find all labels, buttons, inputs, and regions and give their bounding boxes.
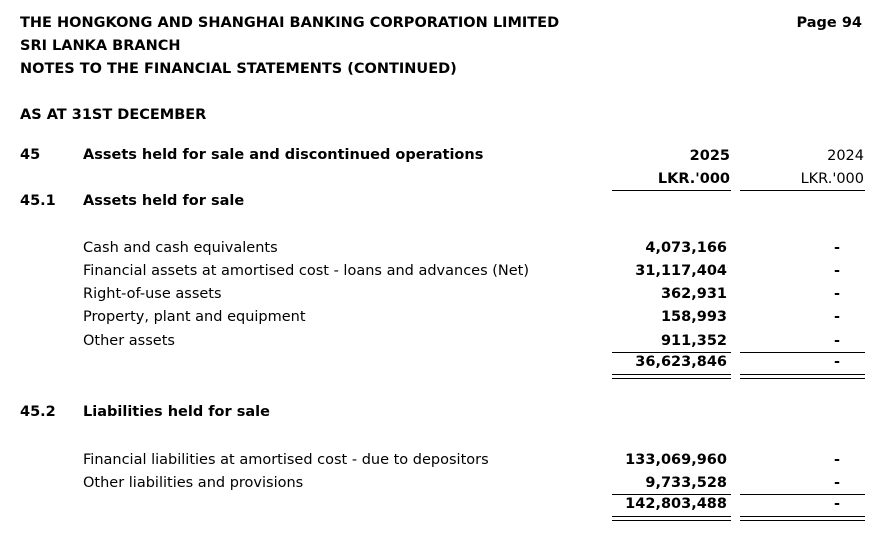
assets-total-2025: 36,623,846 [635,354,727,370]
col-2025-unit: LKR.'000 [657,171,730,187]
col-2025-year: 2025 [689,148,730,164]
company-name: THE HONGKONG AND SHANGHAI BANKING CORPORATION LIMITED [20,15,560,31]
assets-section-title: Assets held for sale [83,193,245,209]
col-2025-underline [612,190,731,191]
assets-double-line-2025-b [612,378,731,379]
row-value-2025: 9,733,528 [645,475,727,491]
row-label: Other liabilities and provisions [83,475,304,491]
note-title: Assets held for sale and discontinued operations [83,147,484,163]
row-value-2024: - [833,240,840,256]
row-value-2025: 31,117,404 [635,263,727,279]
row-label: Financial liabilities at amortised cost - due to depositors [83,452,489,468]
row-value-2024: - [833,309,840,325]
row-value-2025: 133,069,960 [625,452,727,468]
assets-section-number: 45.1 [20,193,56,209]
row-value-2025: 4,073,166 [645,240,727,256]
assets-double-line-2025-a [612,374,731,375]
row-label: Cash and cash equivalents [83,240,278,256]
row-value-2024: - [833,286,840,302]
branch-name: SRI LANKA BRANCH [20,38,181,54]
note-number: 45 [20,147,41,163]
liabilities-double-line-2024-b [740,520,865,521]
row-label: Property, plant and equipment [83,309,306,325]
row-value-2024: - [833,452,840,468]
assets-double-line-2024-a [740,374,865,375]
row-value-2024: - [833,263,840,279]
liabilities-section-title: Liabilities held for sale [83,404,270,420]
col-2024-year: 2024 [827,148,864,164]
row-value-2024: - [833,333,840,349]
page-number: Page 94 [796,15,862,31]
liabilities-double-line-2024-a [740,516,865,517]
liabilities-double-line-2025-a [612,516,731,517]
col-2024-underline [740,190,865,191]
liabilities-total-2025: 142,803,488 [625,496,727,512]
col-2024-unit: LKR.'000 [800,171,864,187]
row-value-2025: 158,993 [660,309,727,325]
as-at-date: AS AT 31ST DECEMBER [20,107,207,123]
row-label: Financial assets at amortised cost - loans and advances (Net) [83,263,530,279]
row-label: Right-of-use assets [83,286,222,302]
row-value-2024: - [833,475,840,491]
liabilities-total-2024: - [833,496,840,512]
row-value-2025: 362,931 [660,286,727,302]
row-label: Other assets [83,333,175,349]
statement-title: NOTES TO THE FINANCIAL STATEMENTS (CONTINUED) [20,61,457,77]
row-value-2025: 911,352 [660,333,727,349]
liabilities-double-line-2025-b [612,520,731,521]
assets-total-2024: - [833,354,840,370]
assets-double-line-2024-b [740,378,865,379]
liabilities-section-number: 45.2 [20,404,56,420]
